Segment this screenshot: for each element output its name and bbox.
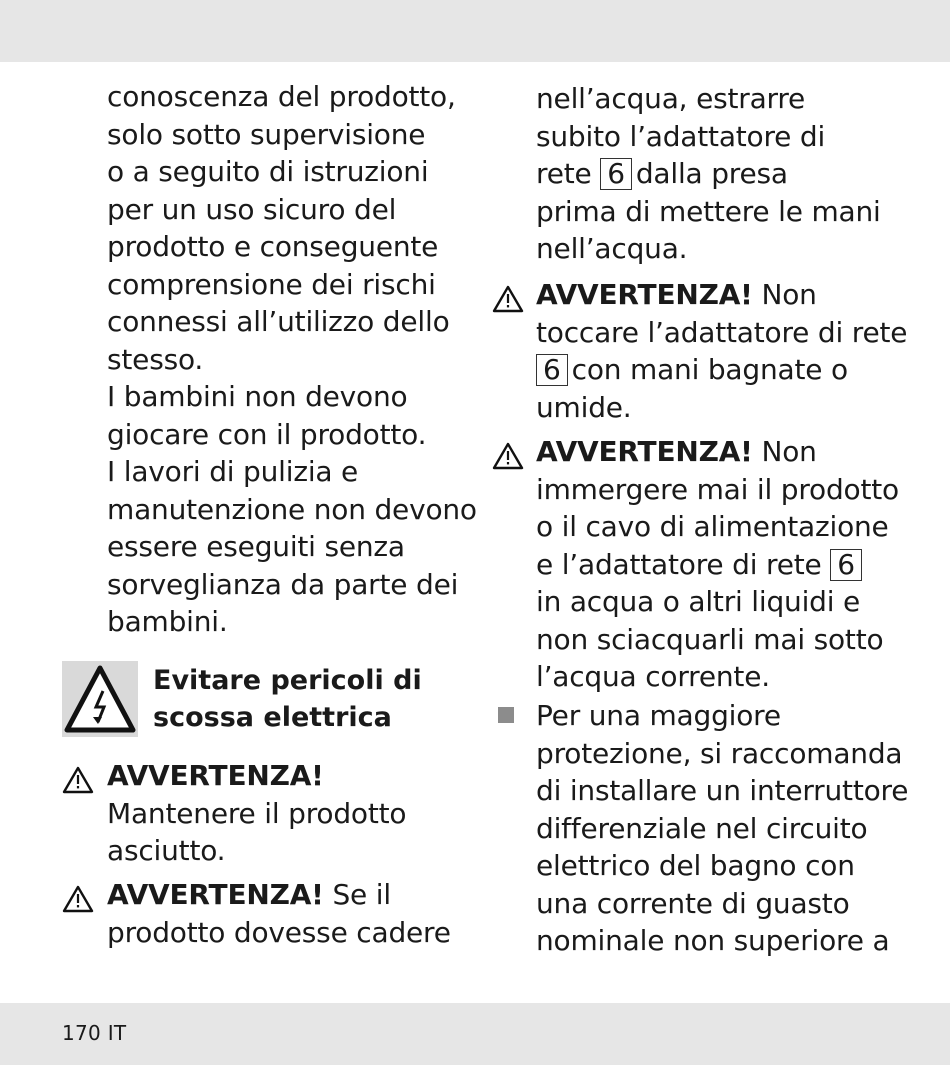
paragraph-children-play <box>107 378 487 453</box>
text-line: sorveglianza da parte dei <box>107 567 459 601</box>
text-line: non sciacquarli mai sotto <box>536 622 884 656</box>
text-line: o a seguito di istruzioni <box>107 155 429 188</box>
text-line: prima di mettere le mani <box>536 194 881 228</box>
text-line: immergere mai il prodotto <box>536 472 899 506</box>
text-line <box>536 351 907 389</box>
text-line: l’acqua corrente. <box>536 660 770 693</box>
text-line: toccare l’adattatore di rete <box>536 315 908 349</box>
section-title-line: Evitare pericoli di <box>153 665 422 696</box>
text-line <box>536 155 941 193</box>
top-band <box>0 0 950 62</box>
text-line: in acqua o altri liquidi e <box>536 585 861 618</box>
text-line: differenziale nel circuito <box>536 811 868 845</box>
page-number: 170 IT <box>62 1021 127 1045</box>
text-line: di installare un interruttore <box>536 774 909 807</box>
text-line: subito l’adattatore di <box>536 119 826 153</box>
warning-label: AVVERTENZA! <box>536 435 753 468</box>
text-line: bambini. <box>107 605 228 638</box>
warning-keep-dry <box>62 757 482 867</box>
warning-triangle-icon <box>492 284 524 314</box>
text-fragment: rete <box>536 157 601 190</box>
warning-label: AVVERTENZA! <box>107 759 324 792</box>
warning-product-falls <box>62 876 482 956</box>
text-line: giocare con il prodotto. <box>107 417 427 451</box>
text-line: nell’acqua. <box>536 232 688 265</box>
text-fragment: Non <box>752 278 817 311</box>
text-fragment: Se il <box>323 878 391 911</box>
text-line: nominale non superiore a <box>536 924 890 957</box>
text-line: manutenzione non devono <box>107 492 477 526</box>
text-line: I bambini non devono <box>107 380 408 413</box>
text-line: una corrente di guasto <box>536 886 850 920</box>
warning-label: AVVERTENZA! <box>107 878 324 911</box>
warning-triangle-icon <box>62 765 94 795</box>
reference-number-box: 6 <box>830 549 862 581</box>
left-column <box>107 78 487 641</box>
text-line: protezione, si raccomanda <box>536 736 903 770</box>
text-line: comprensione dei rischi <box>107 267 436 301</box>
text-line: prodotto e conseguente <box>107 230 439 263</box>
text-line: Mantenere il prodotto <box>107 796 407 830</box>
paragraph-product-knowledge <box>107 78 487 378</box>
text-fragment: Non <box>752 435 817 468</box>
section-title-line: scossa elettrica <box>153 702 392 733</box>
text-line: o il cavo di alimentazione <box>536 510 889 543</box>
text-fragment: e l’adattatore di rete <box>536 547 831 581</box>
text-line: asciutto. <box>107 834 226 867</box>
warning-triangle-icon <box>62 884 94 914</box>
warning-label: AVVERTENZA! <box>536 278 753 311</box>
paragraph-cleaning <box>107 453 487 641</box>
text-line: conoscenza del prodotto, <box>107 80 456 113</box>
text-fragment: dalla presa <box>635 157 788 190</box>
text-line: connessi all’utilizzo dello <box>107 305 450 338</box>
text-line: prodotto dovesse cadere <box>107 915 451 949</box>
right-column-continuation <box>536 80 941 268</box>
reference-number-box: 6 <box>600 158 632 190</box>
bullet-rcd-recommendation <box>498 697 943 967</box>
text-line: Per una maggiore <box>536 699 781 732</box>
text-line <box>536 546 899 584</box>
section-heading <box>62 658 482 740</box>
text-line: I lavori di pulizia e <box>107 455 359 488</box>
square-bullet-icon <box>498 707 514 723</box>
electric-shock-icon <box>62 661 138 737</box>
text-line: umide. <box>536 390 632 424</box>
reference-number-box: 6 <box>536 354 568 386</box>
text-line: nell’acqua, estrarre <box>536 82 806 115</box>
text-line: per un uso sicuro del <box>107 192 397 226</box>
text-line: essere eseguiti senza <box>107 530 405 563</box>
text-fragment: con mani bagnate o <box>571 353 848 386</box>
text-line: elettrico del bagno con <box>536 849 855 882</box>
warning-wet-hands <box>492 276 942 426</box>
section-title <box>153 662 422 736</box>
text-line: solo sotto supervisione <box>107 117 426 151</box>
warning-triangle-icon <box>492 441 524 471</box>
text-line: stesso. <box>107 342 204 376</box>
warning-no-immersion <box>492 433 942 698</box>
bottom-band <box>0 1003 950 1065</box>
